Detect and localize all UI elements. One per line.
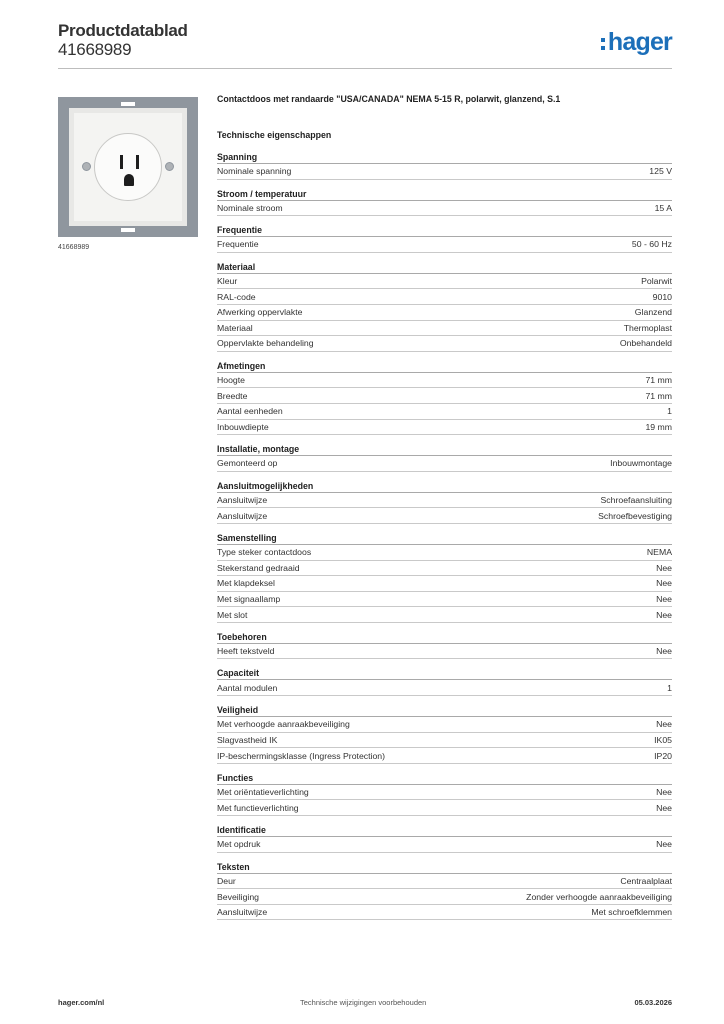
- spec-value: 1: [667, 406, 672, 417]
- spec-value: NEMA: [646, 547, 672, 558]
- spec-label: Frequentie: [217, 239, 259, 250]
- spec-group: [217, 532, 672, 623]
- spec-label: RAL-code: [217, 291, 256, 302]
- page-title: Productdatablad: [58, 21, 188, 40]
- screw-right-icon: [165, 162, 174, 171]
- spec-row: [217, 874, 672, 890]
- spec-group-title: Identificatie: [217, 824, 672, 837]
- spec-label: Inbouwdiepte: [217, 421, 269, 432]
- spec-group-title: Teksten: [217, 861, 672, 874]
- spec-value: Nee: [656, 578, 672, 589]
- spec-value: Nee: [656, 646, 672, 657]
- spec-group-title: Afmetingen: [217, 360, 672, 373]
- spec-row: [217, 321, 672, 337]
- spec-row: [217, 404, 672, 420]
- spec-row: [217, 201, 672, 217]
- spec-value: 1: [667, 682, 672, 693]
- spec-label: Met functieverlichting: [217, 802, 299, 813]
- spec-value: Centraalplaat: [620, 875, 672, 886]
- screw-left-icon: [82, 162, 91, 171]
- spec-label: IP-beschermingsklasse (Ingress Protection): [217, 750, 386, 761]
- spec-group-title: Spanning: [217, 151, 672, 164]
- spec-group: [217, 151, 672, 180]
- spec-label: Hoogte: [217, 375, 246, 386]
- spec-group: [217, 667, 672, 696]
- spec-label: Aansluitwijze: [217, 907, 268, 918]
- spec-group: [217, 443, 672, 472]
- spec-row: [217, 607, 672, 623]
- spec-label: Breedte: [217, 390, 248, 401]
- spec-value: Met schroefklemmen: [591, 907, 672, 918]
- spec-label: Heeft tekstveld: [217, 646, 275, 657]
- spec-group: [217, 631, 672, 660]
- spec-group-title: Stroom / temperatuur: [217, 188, 672, 201]
- spec-label: Stekerstand gedraaid: [217, 562, 300, 573]
- spec-group-title: Installatie, montage: [217, 443, 672, 456]
- spec-value: Zonder verhoogde aanraakbeveiliging: [526, 891, 672, 902]
- spec-label: Aansluitwijze: [217, 495, 268, 506]
- spec-row: [217, 905, 672, 921]
- spec-label: Nominale stroom: [217, 202, 283, 213]
- spec-row: [217, 748, 672, 764]
- spec-group: [217, 360, 672, 435]
- spec-label: Met klapdeksel: [217, 578, 275, 589]
- spec-label: Met slot: [217, 609, 248, 620]
- spec-value: Nee: [656, 787, 672, 798]
- spec-row: [217, 717, 672, 733]
- spec-group: [217, 188, 672, 217]
- spec-group: [217, 704, 672, 764]
- spec-group: [217, 861, 672, 921]
- product-image: [58, 97, 198, 237]
- header-divider: [58, 68, 672, 69]
- spec-value: Thermoplast: [623, 322, 672, 333]
- spec-row: [217, 800, 672, 816]
- spec-value: Schroefaansluiting: [600, 495, 672, 506]
- spec-row: [217, 289, 672, 305]
- spec-value: Schroefbevestiging: [598, 510, 672, 521]
- spec-value: IP20: [654, 750, 672, 761]
- spec-value: Nee: [656, 609, 672, 620]
- spec-value: Onbehandeld: [619, 338, 672, 349]
- spec-value: Nee: [656, 839, 672, 850]
- spec-row: [217, 274, 672, 290]
- spec-label: Gemonteerd op: [217, 458, 278, 469]
- spec-label: Oppervlakte behandeling: [217, 338, 314, 349]
- spec-value: 125 V: [649, 166, 672, 177]
- footer-date: 05.03.2026: [634, 998, 672, 1007]
- spec-row: [217, 644, 672, 660]
- spec-row: [217, 837, 672, 853]
- spec-value: Inbouwmontage: [610, 458, 672, 469]
- spec-label: Beveiliging: [217, 891, 260, 902]
- spec-label: Afwerking oppervlakte: [217, 307, 303, 318]
- spec-value: Nee: [656, 593, 672, 604]
- spec-group-title: Functies: [217, 772, 672, 785]
- spec-label: Kleur: [217, 276, 238, 287]
- spec-label: Met signaallamp: [217, 593, 281, 604]
- spec-row: [217, 237, 672, 253]
- spec-group-title: Capaciteit: [217, 667, 672, 680]
- image-caption: 41668989: [58, 244, 90, 251]
- footer-website[interactable]: hager.com/nl: [58, 998, 105, 1007]
- spec-row: [217, 733, 672, 749]
- spec-row: [217, 305, 672, 321]
- spec-label: Aantal eenheden: [217, 406, 283, 417]
- spec-row: [217, 889, 672, 905]
- spec-row: [217, 420, 672, 436]
- spec-row: [217, 576, 672, 592]
- socket-slot-right: [136, 155, 139, 169]
- spec-value: Nee: [656, 802, 672, 813]
- spec-value: Nee: [656, 719, 672, 730]
- spec-label: Nominale spanning: [217, 166, 292, 177]
- spec-label: Met oriëntatieverlichting: [217, 787, 309, 798]
- logo-text: hager: [607, 28, 672, 56]
- spec-label: Aantal modulen: [217, 682, 278, 693]
- spec-group-title: Veiligheid: [217, 704, 672, 717]
- spec-row: [217, 456, 672, 472]
- spec-row: [217, 680, 672, 696]
- spec-row: [217, 508, 672, 524]
- spec-group-title: Toebehoren: [217, 631, 672, 644]
- spec-row: [217, 164, 672, 180]
- frame-clip-top: [121, 102, 135, 106]
- spec-label: Materiaal: [217, 322, 253, 333]
- spec-row: [217, 592, 672, 608]
- spec-label: Deur: [217, 875, 236, 886]
- spec-value: IK05: [654, 734, 672, 745]
- spec-label: Aansluitwijze: [217, 510, 268, 521]
- spec-row: [217, 336, 672, 352]
- hager-logo: [601, 28, 672, 57]
- socket-slot-left: [120, 155, 123, 169]
- product-description: Contactdoos met randaarde "USA/CANADA" NEMA 5-15 R, polarwit, glanzend, S.1: [217, 94, 561, 104]
- spec-group: [217, 824, 672, 853]
- spec-value: Polarwit: [641, 276, 672, 287]
- spec-value: 19 mm: [645, 421, 672, 432]
- spec-group: [217, 772, 672, 816]
- spec-value: 71 mm: [645, 390, 672, 401]
- spec-group-title: Aansluitmogelijkheden: [217, 480, 672, 493]
- spec-row: [217, 545, 672, 561]
- spec-table: [217, 151, 672, 928]
- socket-outlet-icon: [94, 133, 162, 201]
- spec-label: Type steker contactdoos: [217, 547, 312, 558]
- spec-row: [217, 561, 672, 577]
- spec-row: [217, 373, 672, 389]
- spec-label: Met opdruk: [217, 839, 261, 850]
- spec-label: Met verhoogde aanraakbeveiliging: [217, 719, 350, 730]
- product-number: 41668989: [58, 40, 132, 59]
- spec-group-title: Samenstelling: [217, 532, 672, 545]
- spec-row: [217, 388, 672, 404]
- spec-value: 50 - 60 Hz: [631, 239, 672, 250]
- frame-clip-bottom: [121, 228, 135, 232]
- spec-value: Nee: [656, 562, 672, 573]
- spec-row: [217, 493, 672, 509]
- spec-row: [217, 785, 672, 801]
- section-title: Technische eigenschappen: [217, 130, 332, 140]
- logo-dots-icon: [601, 38, 605, 50]
- footer-disclaimer: Technische wijzigingen voorbehouden: [300, 998, 427, 1007]
- socket-ground-hole: [124, 174, 134, 186]
- spec-value: 71 mm: [645, 375, 672, 386]
- spec-value: Glanzend: [634, 307, 672, 318]
- spec-group: [217, 224, 672, 253]
- spec-group: [217, 480, 672, 524]
- spec-value: 15 A: [654, 202, 672, 213]
- spec-value: 9010: [652, 291, 672, 302]
- spec-group-title: Materiaal: [217, 261, 672, 274]
- spec-group-title: Frequentie: [217, 224, 672, 237]
- spec-label: Slagvastheid IK: [217, 734, 278, 745]
- spec-group: [217, 261, 672, 352]
